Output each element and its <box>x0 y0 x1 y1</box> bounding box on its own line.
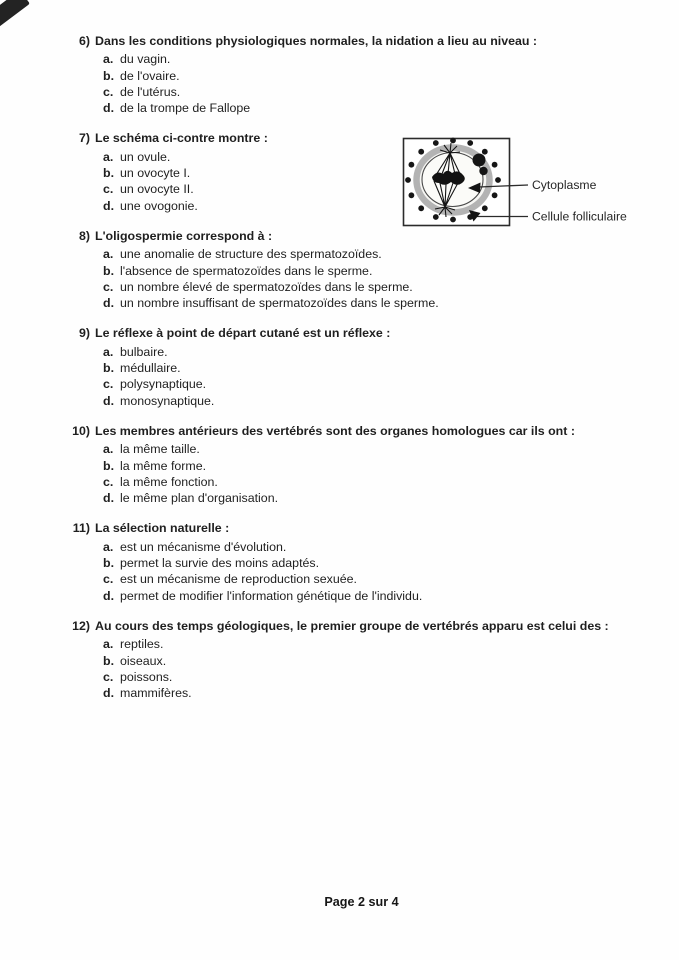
option-text: polysynaptique. <box>120 377 207 392</box>
option-text: l'absence de spermatozoïdes dans le sperme. <box>120 263 373 278</box>
polar-body-small <box>479 167 487 175</box>
option-text: permet de modifier l'information génétique de l'individu. <box>120 588 423 603</box>
option-a <box>103 344 667 360</box>
option-text: de l'utérus. <box>120 84 181 99</box>
option-d <box>103 393 667 409</box>
question-8 <box>68 228 667 311</box>
option-letter: d. <box>103 198 115 213</box>
option-b <box>103 263 667 279</box>
follicular-cell-label: Cellule folliculaire <box>532 209 627 224</box>
option-letter: b. <box>103 166 115 181</box>
option-text: un ovocyte II. <box>120 182 194 197</box>
option-letter: a. <box>103 344 114 359</box>
option-b <box>103 360 667 376</box>
question-number: 12) <box>72 618 90 633</box>
option-letter: c. <box>103 572 114 587</box>
option-text: la même forme. <box>120 458 207 473</box>
polar-body <box>473 154 486 167</box>
option-letter: a. <box>103 442 114 457</box>
option-text: bulbaire. <box>120 344 168 359</box>
option-text: une anomalie de structure des spermatozoïdes. <box>120 247 382 262</box>
option-text: du vagin. <box>120 52 171 67</box>
option-text: un ovocyte I. <box>120 166 191 181</box>
question-12 <box>68 618 667 701</box>
option-letter: d. <box>103 588 115 603</box>
option-c <box>103 279 667 295</box>
option-letter: a. <box>103 247 114 262</box>
option-letter: b. <box>103 556 115 571</box>
question-11-header <box>68 520 667 536</box>
question-text: Le réflexe à point de départ cutané est un réflexe : <box>95 326 391 341</box>
option-d <box>103 490 667 506</box>
option-c <box>103 669 667 685</box>
option-letter: b. <box>103 653 115 668</box>
scan-corner-artifact <box>0 0 30 29</box>
option-c <box>103 84 667 100</box>
option-d <box>103 685 667 701</box>
option-text: de l'ovaire. <box>120 68 180 83</box>
option-letter: a. <box>103 637 114 652</box>
option-letter: c. <box>103 377 114 392</box>
page-number-footer: Page 2 sur 4 <box>324 895 399 909</box>
option-letter: c. <box>103 84 114 99</box>
option-letter: a. <box>103 539 114 554</box>
option-c <box>103 571 667 587</box>
option-text: la même fonction. <box>120 474 218 489</box>
question-12-header <box>68 618 667 634</box>
option-text: un nombre insuffisant de spermatozoïdes dans le sperme. <box>120 296 439 311</box>
option-letter: d. <box>103 101 115 116</box>
option-text: oiseaux. <box>120 653 167 668</box>
option-b <box>103 653 667 669</box>
option-a <box>103 246 667 262</box>
option-text: reptiles. <box>120 637 164 652</box>
question-text: Les membres antérieurs des vertébrés sont des organes homologues car ils ont : <box>95 423 575 438</box>
option-letter: a. <box>103 149 114 164</box>
option-text: une ovogonie. <box>120 198 198 213</box>
question-10-header <box>68 423 667 439</box>
cytoplasm-label: Cytoplasme <box>532 178 597 192</box>
question-number: 11) <box>72 521 90 536</box>
question-9 <box>68 325 667 408</box>
option-letter: c. <box>103 474 114 489</box>
question-11 <box>68 520 667 603</box>
option-text: est un mécanisme de reproduction sexuée. <box>120 572 357 587</box>
option-letter: b. <box>103 263 115 278</box>
option-d <box>103 588 667 604</box>
option-text: est un mécanisme d'évolution. <box>120 539 287 554</box>
option-letter: c. <box>103 669 114 684</box>
option-text: de la trompe de Fallope <box>120 101 251 116</box>
question-number: 6) <box>78 34 90 48</box>
question-text: Le schéma ci-contre montre : <box>95 131 268 146</box>
option-text: poissons. <box>120 669 173 684</box>
option-letter: d. <box>103 296 115 311</box>
question-text: La sélection naturelle : <box>95 521 230 536</box>
question-number: 10) <box>72 423 90 438</box>
option-letter: c. <box>103 279 114 294</box>
option-letter: d. <box>103 491 115 506</box>
question-text: Dans les conditions physiologiques normales, la nidation a lieu au niveau : <box>95 34 538 48</box>
option-letter: a. <box>103 52 114 67</box>
question-10 <box>68 423 667 506</box>
option-b <box>103 458 667 474</box>
option-b <box>103 555 667 571</box>
question-number: 7) <box>78 131 90 146</box>
question-6-header <box>68 33 667 49</box>
oocyte-diagram-svg <box>395 130 679 235</box>
option-text: médullaire. <box>120 361 181 376</box>
option-letter: d. <box>103 686 115 701</box>
option-d <box>103 100 667 116</box>
option-letter: b. <box>103 458 115 473</box>
option-c <box>103 376 667 392</box>
option-letter: b. <box>103 361 115 376</box>
option-letter: b. <box>103 68 115 83</box>
option-text: un nombre élevé de spermatozoïdes dans le sperme. <box>120 279 413 294</box>
option-letter: d. <box>103 393 115 408</box>
question-text: L'oligospermie correspond à : <box>95 228 273 243</box>
option-d <box>103 295 667 311</box>
question-text: Au cours des temps géologiques, le premier groupe de vertébrés apparu est celui des : <box>95 618 609 633</box>
question-number: 8) <box>78 228 90 243</box>
option-text: le même plan d'organisation. <box>120 491 279 506</box>
option-text: monosynaptique. <box>120 393 215 408</box>
option-c <box>103 474 667 490</box>
option-text: mammifères. <box>120 686 192 701</box>
question-6 <box>68 33 667 116</box>
option-a <box>103 51 667 67</box>
option-text: un ovule. <box>120 149 171 164</box>
option-a <box>103 539 667 555</box>
option-a <box>103 441 667 457</box>
option-b <box>103 68 667 84</box>
question-number: 9) <box>78 326 90 341</box>
oocyte-diagram <box>395 130 679 235</box>
option-text: la même taille. <box>120 442 200 457</box>
question-9-header <box>68 325 667 341</box>
option-letter: c. <box>103 182 114 197</box>
option-a <box>103 636 667 652</box>
option-text: permet la survie des moins adaptés. <box>120 556 320 571</box>
